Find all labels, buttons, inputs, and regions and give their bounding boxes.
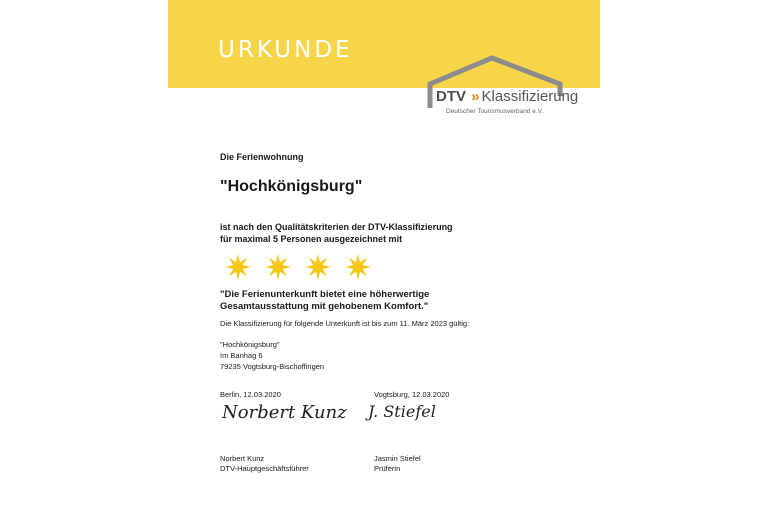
star-icon [344, 253, 372, 281]
property-name: "Hochkönigsburg" [220, 178, 363, 195]
quote-line-1: "Die Ferienunterkunft bietet eine höherwertige [220, 289, 430, 300]
left-signatory-role: DTV-Hauptgeschäftsführer [220, 464, 309, 473]
address-city: 79235 Vogtsburg-Bischoffingen [220, 362, 325, 371]
star-rating [224, 253, 372, 281]
address-street: Im Banhag 6 [220, 351, 263, 360]
criteria-line-1: ist nach den Qualitätskriterien der DTV-Klassifizierung [220, 222, 453, 232]
logo-brand: DTV [436, 88, 466, 105]
intro-text: Die Ferienwohnung [220, 152, 304, 162]
right-signatory-role: Prüferin [374, 464, 401, 473]
validity-text: Die Klassifizierung für folgende Unterkunft ist bis zum 11. März 2023 gültig: [220, 319, 470, 328]
logo-chevrons-icon: » [471, 88, 478, 105]
left-signature: Norbert Kunz [222, 402, 347, 423]
logo-name: Klassifizierung [481, 88, 579, 105]
star-icon [264, 253, 292, 281]
left-place-date: Berlin, 12.03.2020 [220, 390, 281, 399]
certificate-title: URKUNDE [218, 37, 353, 63]
quote-line-2: Gesamtausstattung mit gehobenem Komfort." [220, 301, 429, 312]
right-place-date: Vogtsburg, 12.03.2020 [374, 390, 450, 399]
left-signatory-name: Norbert Kunz [220, 454, 265, 463]
criteria-line-2: für maximal 5 Personen ausgezeichnet mit [220, 234, 403, 244]
star-icon [224, 253, 252, 281]
dtv-logo [436, 88, 578, 105]
right-signatory-name: Jasmin Stiefel [374, 454, 421, 463]
star-icon [304, 253, 332, 281]
certificate-document [168, 0, 600, 512]
right-signature: J. Stiefel [368, 402, 436, 421]
address-name: "Hochkönigsburg" [220, 340, 280, 349]
logo-subtitle: Deutscher Tourismusverband e.V. [446, 108, 544, 115]
